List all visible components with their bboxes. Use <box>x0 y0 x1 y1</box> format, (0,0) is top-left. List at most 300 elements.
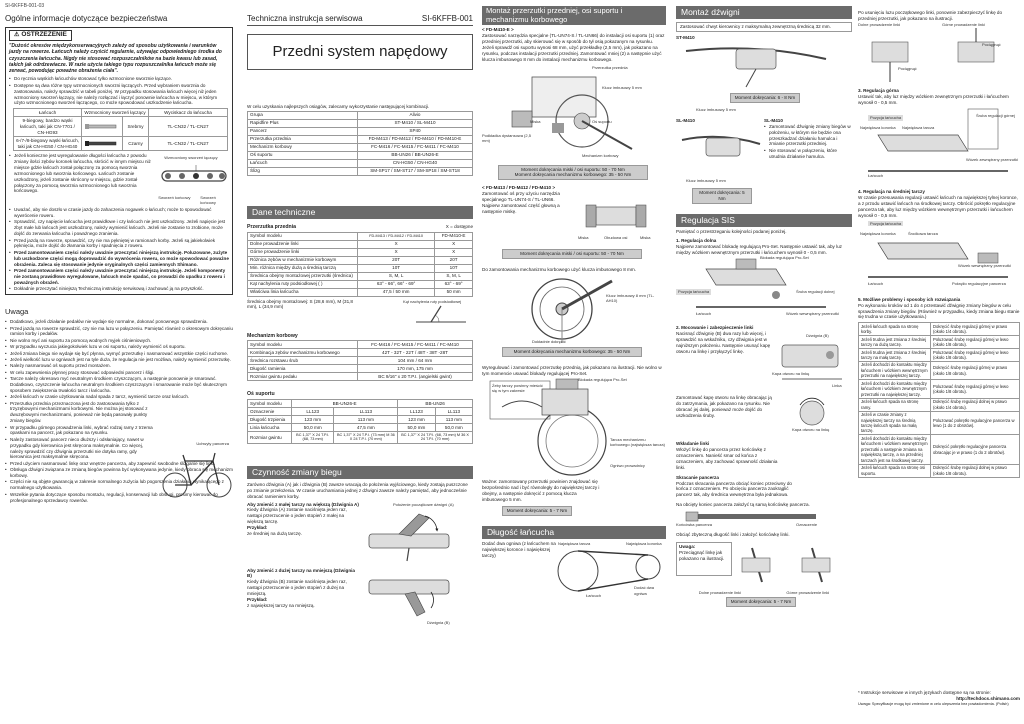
st-lever-icon <box>676 41 852 93</box>
footer-line-2: Uwaga: Specyfikacje mogą być zmienione w celu ulepszenia bez powiadomienia. (Polish) <box>858 701 1009 706</box>
table-cell: 123 mm <box>292 416 334 424</box>
callout-big-ring: Tarcza mechanizmu korbowego (największa tarcza) <box>610 436 665 448</box>
step3-title: 3. Regulacja górna <box>858 87 899 93</box>
sl-bullets <box>764 124 852 160</box>
fd-install-text: Wyregulować i zamontować przerzutkę przednią, jak pokazano na ilustracji. Nie wolno w tym momencie usuwać blokady regulującej Pro-Set. <box>482 365 662 376</box>
chain-section-title: Długość łańcucha <box>482 526 666 539</box>
service-header-right: SI-6KFFB-001 <box>421 14 473 23</box>
callout-up-guide-2: Górne prowadzenie linki <box>942 21 985 27</box>
sis-note: Pamiętać o przestrzeganiu kolejności podanej poniżej. <box>676 228 787 234</box>
torque-bb-1-b: Moment dokręcania mechanizmu korbowego: 35 - 50 Nm <box>514 172 632 178</box>
bb-shell-icon <box>570 191 666 239</box>
fd-std-block <box>482 191 666 247</box>
sis-section-title: Regulacja SIS <box>676 214 852 227</box>
chain-label-wide: Wzmocniony sworzeń łączący <box>164 155 218 161</box>
list-item: • Nie stosować w połączeniu, które utrudnia działanie hamulca. <box>764 148 852 160</box>
table-cell: Linia łańcucha <box>248 424 292 432</box>
list-item: • Tarcze należy okresowo myć neutralnym środkiem czyszczącym, a następnie ponownie je smarować. Dodatkowo, czyszczenie łańcucha neutralnym środkiem czyszczącym i smarowanie może być skutecznym sposobem zwiększenia trwałości tarcz i łańcucha. <box>5 376 233 394</box>
crank-diagram <box>482 273 666 345</box>
lever-b-diagram <box>359 568 469 630</box>
table-cell: Dolne prowadzenie linki <box>248 240 358 248</box>
callout-allen-8: Klucz imbusowy 8 mm (TL-AH10) <box>606 293 655 304</box>
list-item: • Przed użyciem nasmarować linkę oraz wnętrze pancerza, aby zapewnić swobodne ślizganie się linki. <box>5 461 233 467</box>
chain-bullets-wrap <box>9 153 229 207</box>
bb-spec-table <box>247 399 473 444</box>
chain-length-diagram <box>556 541 666 601</box>
bb-assembly-icon <box>482 63 666 163</box>
warning-label-text: OSTRZEŻENIE <box>21 31 67 39</box>
insert-title: Wkładanie linki <box>676 441 710 447</box>
table-cell: 47,5 / 50 mm <box>358 288 435 296</box>
shifter-b-icon <box>359 568 469 624</box>
chain-length-text: Dodać dwa ogniwa (z łańcuchem na największej koronce i największej tarczy) <box>482 541 556 559</box>
list-item: • Dokładnie przeczytać niniejszą Techniczną instrukcję serwisową i zachować ją na przyszłość. <box>9 286 229 292</box>
shift-b-block <box>247 568 473 630</box>
install-title: Montaż przerzutki przedniej, osi suportu i mechanizmu korbowego <box>482 6 666 25</box>
table-header: Wyciskacz do łańcucha <box>149 109 228 117</box>
table-cell: Rozmiar gwintu pedału <box>248 373 358 381</box>
shift-section-title: Czynność zmiany biegu <box>247 466 473 479</box>
list-item: • Przed jazdą na rowerze, sprawdzić, czy nie ma pękniętej w ramionach korby. Jeżeli są jakiekolwiek pęknięcia, może dojść do złamania korby i spadnięcia z roweru. <box>9 238 229 250</box>
step4-title: 4. Regulacja na średniej tarczy <box>858 189 925 195</box>
table-cell: Długość ramienia <box>248 365 358 373</box>
bb-spec-title: Oś suportu <box>247 391 275 398</box>
bb-install-diagram <box>482 63 666 163</box>
sl-side-title: SL-M410 <box>764 117 783 123</box>
table-cell: X <box>435 240 473 248</box>
cable-cap-icon <box>772 331 852 391</box>
pull-cable-diagram <box>858 22 1020 84</box>
table-cell: 50,0 mm <box>398 424 435 432</box>
combo-table <box>247 111 473 176</box>
list-item: • Przed zamontowaniem części należy uważnie przeczytać niniejszą instrukcję. Jeżeli komponenty nie zostaną prawidłowo wyregulowane, łańcuch może spadać, co prowadzi do upadku z roweru i poważnych obrażeń. <box>9 268 229 286</box>
callout-cup: Miska <box>530 118 541 124</box>
footer <box>858 690 1020 707</box>
table-cell: LL113 <box>334 408 398 416</box>
table-cell: Mechanizm korbowy <box>248 143 358 151</box>
callout-low-guide-2: Dolne prowadzenie linki <box>858 21 901 27</box>
callout-pull-1: Pociągnąć <box>898 65 917 71</box>
callout-pull-2: Pociągnąć <box>982 41 1001 47</box>
table-cell: Srebrny <box>123 117 149 137</box>
table-cell: Dokręcić pokrętło regulacyjne pancerza obracając je w prawo (1 do 2 obrotów). <box>931 435 1020 464</box>
table-header: FD-M410-E <box>435 232 473 240</box>
table-cell: BC 1,37" X 24 T.P.I. (73 mm) M 36 X 24 T.P.I. (70 mm) <box>334 432 398 444</box>
table-cell: Jeżeli w czasie zmiany z największej tarczy na średnią tarczę łańcuch spada na małą tarczę. <box>859 411 931 435</box>
callout-allen-st: Klucz imbusowy 5 mm <box>696 106 736 112</box>
table-header: Wzmocniony sworzeń łączący <box>82 109 149 117</box>
pin-black-icon <box>82 137 123 151</box>
sl-side-notes <box>764 118 852 188</box>
callout-bb: Oś suportu <box>592 118 612 124</box>
callout-end-cap: Końcówka pancerza <box>676 522 713 528</box>
torque-sl: Moment dokręcania: 5 Nm <box>692 188 752 204</box>
callout-teeth: Żeby tarczy powinny mieścić się w tym zakresie <box>492 382 543 394</box>
col5-intro: Po usunięciu luzu początkowego linki, ponownie zabezpieczyć linkę do przedniej przerzutki, jak pokazano na ilustracji. <box>858 10 1003 21</box>
callout-proset-2: Blokada regulująca Pro-Set <box>760 255 809 261</box>
step5-title: 5. Możliwe problemy i sposoby ich rozwiązania <box>858 296 961 302</box>
callout-low-screw: Śruba regulacji dolnej <box>796 289 835 295</box>
callout-big-ring-2: Największa tarcza <box>558 541 591 547</box>
callout-big-cog-2: Największa koronka <box>860 125 896 131</box>
shell-diagram <box>570 191 666 247</box>
table-cell: Pancerz <box>248 127 358 135</box>
frame-label: Uchwyty pancerza <box>196 441 229 447</box>
housing-diagram <box>676 508 852 530</box>
table-cell: X <box>358 248 435 256</box>
list-item: • W przypadku górnego prowadzenia linki, wybrać rodzaj ramy z trzema opaskami na pancerz, jak pokazano na rysunku. <box>5 425 155 437</box>
sl-lever-icon <box>676 124 764 174</box>
step1-title: 1. Regulacja dolna <box>676 237 717 243</box>
callout-chain-pos: Pozycja łańcucha <box>678 289 710 295</box>
list-item: • Jeżeli konieczne jest wyregulowanie długości łańcucha z powodu zmiany ilości zębów koronek łańcucha, skrócić w innym miejscu niż miejsce gdzie łańcuch został połączony za pomocą sworznia wzmocnionego lub sworznia końcowego. Łańcuch zostanie uszkodzony, jeżeli zostanie skrócony w miejscu, gdzie został połączony za pomocą sworznia wzmocnionego lub sworznia końcowego. <box>9 153 158 194</box>
table-cell: X <box>435 248 473 256</box>
shift-a-block <box>247 502 473 564</box>
callout-cable: Linka <box>832 383 842 389</box>
safety-title: Ogólne informacje dotyczące bezpieczeństwa <box>5 14 168 23</box>
list-item: • Sprawdzić, czy napięcie łańcucha jest prawidłowe i czy łańcuch nie jest uszkodzony. Jeżeli napięcie jest zbyt małe lub łańcuch jest uszkodzony, należy wymienić łańcuch. Jeżeli nie zostanie to zrobione, może dojść do zerwania łańcucha i poważnego zranienia. <box>9 219 229 237</box>
sl-model-label: SL-M410 <box>676 117 695 123</box>
table-cell: CN-HG50 / CN-HG40 <box>358 159 473 167</box>
fd-install-text-2: Ważne: zamontowany przerzutki powinien znajdować się bezpośrednio nad i być równoległy do największej tarczy i obejmy, a następnie dokręcić z pomocą klucza imbusowego 5 mm. <box>482 478 600 502</box>
shift-a-title: Aby zmienić z małej tarczy na większą (Dźwignia A) <box>247 501 359 507</box>
step2-title: 2. Mocowanie i zabezpieczenie linki <box>676 325 754 331</box>
fd-std-label: < FD-M413 / FD-M412 / FD-M410 > <box>482 185 556 191</box>
table-cell: Kombinacja zębów mechanizmu korbowego <box>248 349 358 357</box>
routing-warn-label: Uwaga: <box>679 543 696 549</box>
fd-install-diagram <box>482 377 666 479</box>
callout-mid-ring: Środkowa tarcza <box>908 230 938 236</box>
table-cell: Średnica rozstawu śrub <box>248 357 358 365</box>
table-cell: BC 1,37" X 24 T.P.I. (68, 73 mm) M 36 X 24 T.P.I. (70 mm) <box>398 432 473 444</box>
callout-crank: Mechanizm korbowy <box>582 152 619 158</box>
combo-intro: W celu uzyskania najlepszych osiągów, zalecamy wykorzystanie następującej kombinacji. <box>247 103 430 109</box>
table-cell: 50 mm <box>435 288 473 296</box>
fd-spec-table <box>247 232 473 297</box>
routing-warning <box>676 542 732 576</box>
step2b-block <box>676 395 852 435</box>
list-item: • Obsługa dźwigni związana ze zmianą biegów powinna być wykonywana jedynie, kiedy obraca się mechanizm korbowy. <box>5 467 233 479</box>
table-cell: Poluzować pokrętło regulacyjne pancerza w lewo (1 do 2 obrotów). <box>931 411 1020 435</box>
table-cell: 50,0 mm <box>292 424 334 432</box>
step3-text: Ustawić tak, aby luz między wózkiem zewnętrznym przerzutki i łańcuchem wynosił 0 - 0,5 mm. <box>858 93 1009 105</box>
table-cell: Dokręcić śrubę regulacji górnej w prawo (około 1/8 obrotu). <box>931 361 1020 379</box>
table-cell: Ślizg <box>248 167 358 175</box>
table-cell: 9-biegowy, bardzo wąski łańcuch, taki jak CN-7701 / CN-HG93 <box>14 117 82 137</box>
table-cell: Jeżeli łańcuch spada na stronę osi suportu. <box>859 464 931 477</box>
table-cell: Przerzutka przednia <box>248 135 358 143</box>
service-header-left: Techniczna instrukcja serwisowa <box>247 14 363 23</box>
table-cell: 10T <box>358 264 435 272</box>
table-cell: SP40 <box>358 127 473 135</box>
torque-end: Moment dokręcania: 5 - 7 Nm <box>726 597 796 607</box>
table-cell: S, M, L <box>435 272 473 280</box>
step3-diagram <box>858 105 1020 185</box>
callout-cup-l: Miska <box>578 235 589 241</box>
callout-plate: Ogniwo prowadnicy <box>610 462 645 468</box>
list-item: • Uważać, aby nie doszło w czasie jazdy do zahaczenia nogawek o łańcuch; może to spowodować wywrócenie roweru. <box>9 207 229 219</box>
shift-b-title: Aby zmienić z dużej tarczy na mniejszą (Dźwignia B) <box>247 567 355 579</box>
step1-diagram <box>676 255 852 321</box>
bike-frame-icon <box>161 447 233 499</box>
callout-outer-plate: Wózek zewnętrzny przerzutki <box>966 157 1019 163</box>
short-title: Skracanie pancerza <box>676 474 719 480</box>
fd-footer <box>247 299 473 325</box>
footer-line-1: * Instrukcje serwisowe w innych językach dostępne są na stronie: <box>858 690 991 695</box>
table-cell: LL123 <box>398 408 435 416</box>
page-title: Przedni system napędowy <box>247 34 473 70</box>
link-pin-table <box>13 108 228 151</box>
shift-intro: Zarówno dźwignia (A) jak i dźwignia (B) zawsze wracają do położenia wyjściowego, kiedy zostają puszczone po zmianie przełożenia. W czasie uruchamiania jednej z dźwigni zawsze należy pamiętać, aby jednocześnie obracać ramieniem korby. <box>247 481 468 499</box>
chain-illustration <box>158 163 230 195</box>
table-cell: Górne prowadzenie linki <box>248 248 358 256</box>
table-cell: Oś suportu <box>248 151 358 159</box>
shift-a-text-wrap <box>247 502 359 564</box>
header-divider <box>247 25 473 26</box>
step4-text: W czasie przesuwania regulacji ustawić łańcuch na największej tylnej koronce, a z przodu ustawić łańcuch na środkowej tarczy. Obrócić pokrętło regulacyjne pancerza tak, aby luz między wózkiem wewnętrznym przerzutki i łańcuchem wynosił 0 - 0,5 mm. <box>858 195 1018 218</box>
table-cell: Jeżeli trudna jest zmiana z średniej tarczy na dużą tarczę. <box>859 336 931 349</box>
angle-icon <box>411 304 471 324</box>
list-item: • Do ręcznia wąskich łańcuchów stosować tylko wzmocnione sworznie łączące. <box>9 76 229 82</box>
list-item: • Przerzutka przednia przeznaczona jest do zastosowania tylko z trzyzębowymi mechanizmami korbowymi. Nie można jej stosować z dwuzębowymi mechanizmami, ponieważ nie będą pasowały punkty zmiany biegów. <box>5 401 155 425</box>
list-item: • Nie wolno myć ani suportu za pomocą wodnych myjek ciśnieniowych. <box>5 338 233 344</box>
table-cell: Jeżeli dochodzi do kontaktu między łańcuchem i wózkiem wewnętrznym przerzutki na największej tarczy. <box>859 361 931 379</box>
torque-fd: Moment dokręcania: 5 - 7 Nm <box>502 506 572 516</box>
callout-lever-b: Dźwignia (B) <box>806 333 829 339</box>
warning-box <box>5 27 233 295</box>
list-item: • Przed jazdą na rowerze sprawdzić, czy nie ma luzu w połączeniu. Pamiętać również o okresowym dokręcaniu ramion korby i pedałów. <box>5 326 233 338</box>
table-cell: Grupa <box>248 111 358 119</box>
table-header: Symbol modelu <box>248 232 358 240</box>
st-model-label: ST-M410 <box>676 34 695 40</box>
table-cell: SM-SP17 / SM-ST17 / SM-SP18 / SM-ST18 <box>358 167 473 175</box>
list-item: • Zamontować dźwignię zmiany biegów w położeniu, w którym nie będzie ona przeszkadzać działaniu hamulca i zmianie przerzutki przedniej. <box>764 124 852 148</box>
table-cell: 63° - 69° <box>435 280 473 288</box>
lever-a-label: Położenie początkowe dźwigni (A) <box>393 501 454 507</box>
sl-row <box>676 118 852 188</box>
table-cell: FC-M416 / FC-M415 / FC-M411 / FC-M410 <box>358 143 473 151</box>
shift-a-ex-label: Przykład: <box>247 525 268 531</box>
callout-big-cog: Największa koronka <box>626 541 662 547</box>
callout-proset: Blokada regulująca Pro-Set <box>578 376 627 382</box>
table-cell: ST-M410 / SL-M410 <box>358 119 473 127</box>
callout-chain: Łańcuch <box>586 593 602 599</box>
callout-mark: Oznaczenie <box>796 522 818 528</box>
table-cell: 20T <box>358 256 435 264</box>
cap-text-2: Obciąć zbyteczną długość linki i założyć końcówkę linki. <box>676 532 790 538</box>
callout-cap-2: Kapa otworu na linkę <box>792 427 830 433</box>
callout-allen-sl: Klucz imbusowy 5 mm <box>686 177 726 183</box>
lever-note: Zastosować chwyt kierownicy z maksymalną zewnętrzną średnicą 32 mm. <box>676 22 852 32</box>
callout-chain-3: Łańcuch <box>868 173 884 179</box>
table-header: BB-UN26 <box>398 400 473 408</box>
callout-fd: Przerzutka przednia <box>592 64 628 70</box>
table-cell: Kąt nachylenia ruty podsiodłowej ( ) <box>248 280 358 288</box>
notes-section <box>5 319 233 503</box>
warning-label <box>9 30 72 41</box>
frame-diagram <box>161 441 233 501</box>
fd-footer-text: Średnica obejmy montażowej: S (28,6 mm), M (31,8 mm), L (34,9 mm) <box>247 298 353 310</box>
table-header: Łańcuch <box>14 109 82 117</box>
table-cell: Dokręcić śrubę regulacji dolnej w prawo (około 1/8 obrotu). <box>931 464 1020 477</box>
note-title: Uwaga <box>5 307 29 317</box>
callout-shell: Obudowa osi <box>604 235 628 241</box>
table-cell: BB-UN26 / BB-UN26-E <box>358 151 473 159</box>
step2-diagram <box>772 331 852 391</box>
table-cell: Właściwa linia łańcucha <box>248 288 358 296</box>
service-header <box>247 14 473 24</box>
chain-label-front: Sworzeń końcowy <box>158 195 191 201</box>
table-cell: 123 mm <box>398 416 435 424</box>
step2b-text: Zamontować kapę otworu na linkę obracając ją do zatrzymania, jak pokazano na rysunku. Nie obracać jej dalej, ponieważ może dojść do uszkodzenia śruby. <box>676 395 772 418</box>
table-cell: Oznaczenie <box>248 408 292 416</box>
system-column <box>247 14 473 630</box>
callout-inner-plate-2: Wózek wewnętrzny przerzutki <box>958 262 1011 268</box>
short-text: Podczas skracania pancerza obciąć koniec przeciwny do końca z oznaczeniem. Po obcięciu pancerza zaokrąglić pancerz tak, aby średnica wewnętrzna była jednakowa. <box>676 480 792 498</box>
cap-text: Na obcięty koniec pancerza założyć tą samą końcówkę pancerza. <box>676 502 810 508</box>
table-cell: X <box>358 240 435 248</box>
step2b-diagram <box>772 395 852 435</box>
torque-st: Moment dokręcania: 6 - 8 Nm <box>730 93 800 103</box>
table-cell: BC 1,37" X 24 T.P.I. (68, 73 mm) <box>292 432 334 444</box>
table-cell: Dokręcić śrubę regulacji dolnej w prawo (około 1/4 obrotu). <box>931 398 1020 411</box>
table-header: Symbol modelu <box>248 341 358 349</box>
list-item: • Części nie są objęte gwarancją w zakresie normalnego zużycia lub pogorszenia działania wynikającego z normalnego użytkowania. <box>5 479 233 491</box>
table-header: BB-UN26-E <box>292 400 398 408</box>
step2-text: Nacisnąć dźwignię (B) dwa razy lub więcej, i sprawdzić na wskaźniku, czy dźwignia jest w najniższym położeniu. Następnie usunąć kapę otworu na linkę i przyłączyć linkę. <box>676 331 771 354</box>
lever-a-diagram <box>359 502 469 564</box>
table-cell: 63° - 66°, 66° - 69° <box>358 280 435 288</box>
table-cell: Poluzować śrubę regulacji górnej w lewo (około 1/8 obrotu). <box>931 349 1020 362</box>
warning-bullets-c <box>9 207 229 292</box>
table-cell: Jeżeli dochodzi do kontaktu między łańcuchem i wózkiem wewnętrznym przerzutki a następnie zmiana na największą tarczę, a na przedniej tarczach jest na środkowej tarczy. <box>859 435 931 464</box>
fd-e-text: Zastosować narzędzia specjalne (TL-UN74-S / TL-UN66) do instalacji osi suportu (1) oraz przedniej przerzutki, aby skierować się w sposób do tył osią pokazanym na rysunku. Jeżeli sprawdź osi suportu wynosi 68 mm, użyć przekładkę (2,5 mm), jak pokazano na rysunku, podczas instalacji przerzutki przedniej. Zamontować mniej (2) a następnie użyć klucza imbusowego 8 mm do instalacji mechanizmu korbowego. <box>482 33 665 62</box>
footer-url[interactable]: http://techdocs.shimano.com <box>956 695 1020 701</box>
table-cell: Łańcuch <box>248 159 358 167</box>
safety-column <box>5 14 233 504</box>
fd-spec-header <box>247 222 473 232</box>
cap-rotate-icon <box>772 395 852 431</box>
table-cell: 10T <box>435 264 473 272</box>
routing-diagram <box>732 542 852 590</box>
warning-triangle-icon: ⚠ <box>14 32 20 39</box>
table-cell: 113 mm <box>435 416 472 424</box>
table-header: FC-M416 / FC-M415 / FC-M411 / FC-M410 <box>358 341 473 349</box>
table-cell: Poluzować śrubę regulacji górnej w lewo (około 1/8 obrotu). <box>931 380 1020 398</box>
table-cell: 42T - 32T - 22T / 48T - 38T -28T <box>358 349 473 357</box>
table-cell: Jeżeli dochodzi do kontaktu między łańcuchem i wózkiem zewnętrznym przerzutki na największej tarczy. <box>859 380 931 398</box>
sl-diagram <box>676 118 764 188</box>
torque-crank: Moment dokręcania mechanizmu korbowego: 35 - 50 Nm <box>502 347 642 357</box>
callout-cup-r: Miska <box>640 235 651 241</box>
callout-barrel: Pokrętło regulacyjne pancerza <box>952 280 1006 286</box>
table-cell: LL123 <box>292 408 334 416</box>
st-diagram <box>676 41 852 93</box>
shift-a-text: Kiedy dźwignia (A) zostanie naciśnięta jeden raz, nastąpi przerzucenie o jeden stopień z małej na większą tarczę. <box>247 507 347 525</box>
table-cell: Jeżeli łańcuch spada na stronę ramy. <box>859 398 931 411</box>
callout-low-guide: Dolne prowadzenie linki <box>698 589 741 595</box>
table-cell: Poluzować śrubę regulacji górnej w lewo (około 1/8 obrotu). <box>931 336 1020 349</box>
warning-bullets-b <box>9 153 158 207</box>
table-cell: Jeżeli łańcuch spada na stronę korby. <box>859 323 931 336</box>
table-cell: Dokręcić śrubę regulacji górnej w prawo (około 1/4 obrotu). <box>931 323 1020 336</box>
table-header: Symbol modelu <box>248 400 292 408</box>
table-cell: 6-/7-/8-biegowy wąski łańcuch, taki jak CN-HG50 / CN-HG40 <box>14 137 82 151</box>
torque-bb-2: Moment dokręcania miski / osi suportu: 50 - 70 Nm <box>502 249 642 259</box>
list-item: • W przypadku wyczucia jakiegokolwiek luzu w osi suportu, należy wymienić oś suportu. <box>5 344 233 350</box>
warning-bullets-a <box>9 76 229 106</box>
table-cell: 50,0 mm <box>435 424 472 432</box>
table-cell: Długość trzpienia <box>248 416 292 424</box>
table-cell: Różnica zębów w mechanizmie korbowym <box>248 256 358 264</box>
step4-diagram <box>858 219 1020 293</box>
fd-routing-icon <box>732 542 852 586</box>
list-item: • Należy zastosować pancerz nieco dłuższy i odsłaniający, nawet w przypadku gdy kierownica jest skręcona maksymalnie. Co więcej, należy sprawdzić czy dźwignia przerzutki nie dotyka ramy, gdy kierownica jest maksymalnie skręcona. <box>5 437 155 461</box>
torque-bb-1 <box>498 165 648 181</box>
routing-labels <box>676 590 852 595</box>
crankset-icon <box>482 273 666 345</box>
table-cell: Czarny <box>123 137 149 151</box>
callout-chain-4: Łańcuch <box>868 280 884 286</box>
fd-spec-note: X = dostępne <box>445 223 473 229</box>
routing-warn-text: Przeciągnąć linkę jak pokazano na ilustracji. <box>679 549 725 561</box>
callout-big-cog-3: Największa koronka <box>860 230 896 236</box>
shift-b-ex: z największej tarczy na mniejszą. <box>247 602 315 608</box>
table-cell: 113 mm <box>334 416 398 424</box>
table-cell: S, M, L <box>358 272 435 280</box>
list-item: • Dostępne są dwa różne typy wzmocnionych sworzni łączących. Przed wybraniem sworznia do zastosowania, należy sprawdzić w tabeli poniżej. W przypadku stosowania łańcuch więcej niż jeden wzmocniony sworzeń łączący, nie należy rozłączać i łączyć ponownie łańcucha w miejscu, w którym użyto wzmocnionego sworzeń łączącego, co może spowodować uszkodzenie łańcucha. <box>9 83 229 107</box>
insert-text: Włożyć linkę do pancerza przez końcówkę z oznaczeniem. Nanieść smar od końca z oznaczeniem, aby zachować sprawność działania linki. <box>676 447 778 470</box>
table-cell: FD-M413 / FD-M412 / FD-M410 / FD-M410-E <box>358 135 473 143</box>
pull-cable-icon <box>858 28 1020 84</box>
lever-section-title: Montaż dźwigni <box>676 6 852 19</box>
pin-silver-icon <box>82 117 123 137</box>
table-cell: BC 9/16" x 20 T.P.I. (angielski gwint) <box>358 373 473 381</box>
crank-spec-table <box>247 340 473 381</box>
shift-b-text: Kiedy dźwignia (B) zostanie naciśnięta jeden raz, nastąpi przerzucenie o jeden stopień z dużej na mniejszą. <box>247 579 347 597</box>
table-cell: Jeżeli trudna jest zmiana z średniej tarczy na małą tarczę. <box>859 349 931 362</box>
fd-std-text: Zamontować oś przy użyciu narzędzia specjalnego TL-UN74-S / TL-UN66. Najpierw zamontować część głowną a następnie miskę. <box>482 191 560 214</box>
lever-column <box>676 6 852 607</box>
list-item: • Jeżeli łańcuch w czasie użytkowania nadal spada z tarcz, wymienić tarcze oraz łańcuch. <box>5 394 233 400</box>
callout-tighten: Dokładnie dokręcić <box>532 339 566 345</box>
shift-a-ex: ze średniej na dużą tarczę. <box>247 530 302 536</box>
list-item: • Jeżeli zmiana biegu nie wydaje się być płynna, wymyć przerzutkę i nasmarować wszystkie części ruchome. <box>5 351 233 357</box>
chain-label-back: Sworzeń końcowy <box>200 195 216 206</box>
troubleshoot-table <box>858 322 1020 477</box>
seat-angle-label: Kąt nachylenia ruty podsiodłowej <box>403 298 462 304</box>
callout-high-screw: Śruba regulacji górnej <box>976 113 1015 119</box>
step5-text: Po wykonaniu kroków od 1 do 4 przestawić dźwignię zmiany biegów w celu sprawdzenia zmiany biegów. (Również w przypadku, kiedy zmiana biegu stanie się trudna w czasie użytkowania.) <box>858 302 1020 320</box>
crank-install-text: Do zamontowania mechanizmu korbowego użyć klucza imbusowego 8 mm. <box>482 267 636 273</box>
chain-length-block <box>482 541 666 601</box>
table-cell: 170 mm, 175 mm <box>358 365 473 373</box>
routing-block <box>676 542 852 590</box>
callout-cap: Kapa otworu na linkę <box>772 371 810 377</box>
seat-angle-diagram <box>403 299 473 325</box>
table-cell: Min. różnica między dużą a średnią tarczą <box>248 264 358 272</box>
chain-pin-diagram <box>158 153 229 207</box>
step2-block <box>676 331 852 391</box>
callout-chain-pos-2: Pozycja łańcucha <box>870 115 902 121</box>
callout-inner-plate: Wózek wewnętrzny przerzutki <box>786 311 839 317</box>
adjust-column <box>858 10 1020 478</box>
crank-spec-title: Mechanizm korbowy <box>247 332 298 339</box>
install-column <box>482 6 666 601</box>
torque-bb-1-a: Moment dokręcania miski / osi suportu: 50 - 70 Nm <box>521 166 625 172</box>
lever-b-label: Dźwignia (B) <box>427 619 450 625</box>
list-item: • Dodatkowo, jeżeli działanie pedałów nie wydaje się normalne, dokonać ponownego sprawdzenia. <box>5 319 233 325</box>
